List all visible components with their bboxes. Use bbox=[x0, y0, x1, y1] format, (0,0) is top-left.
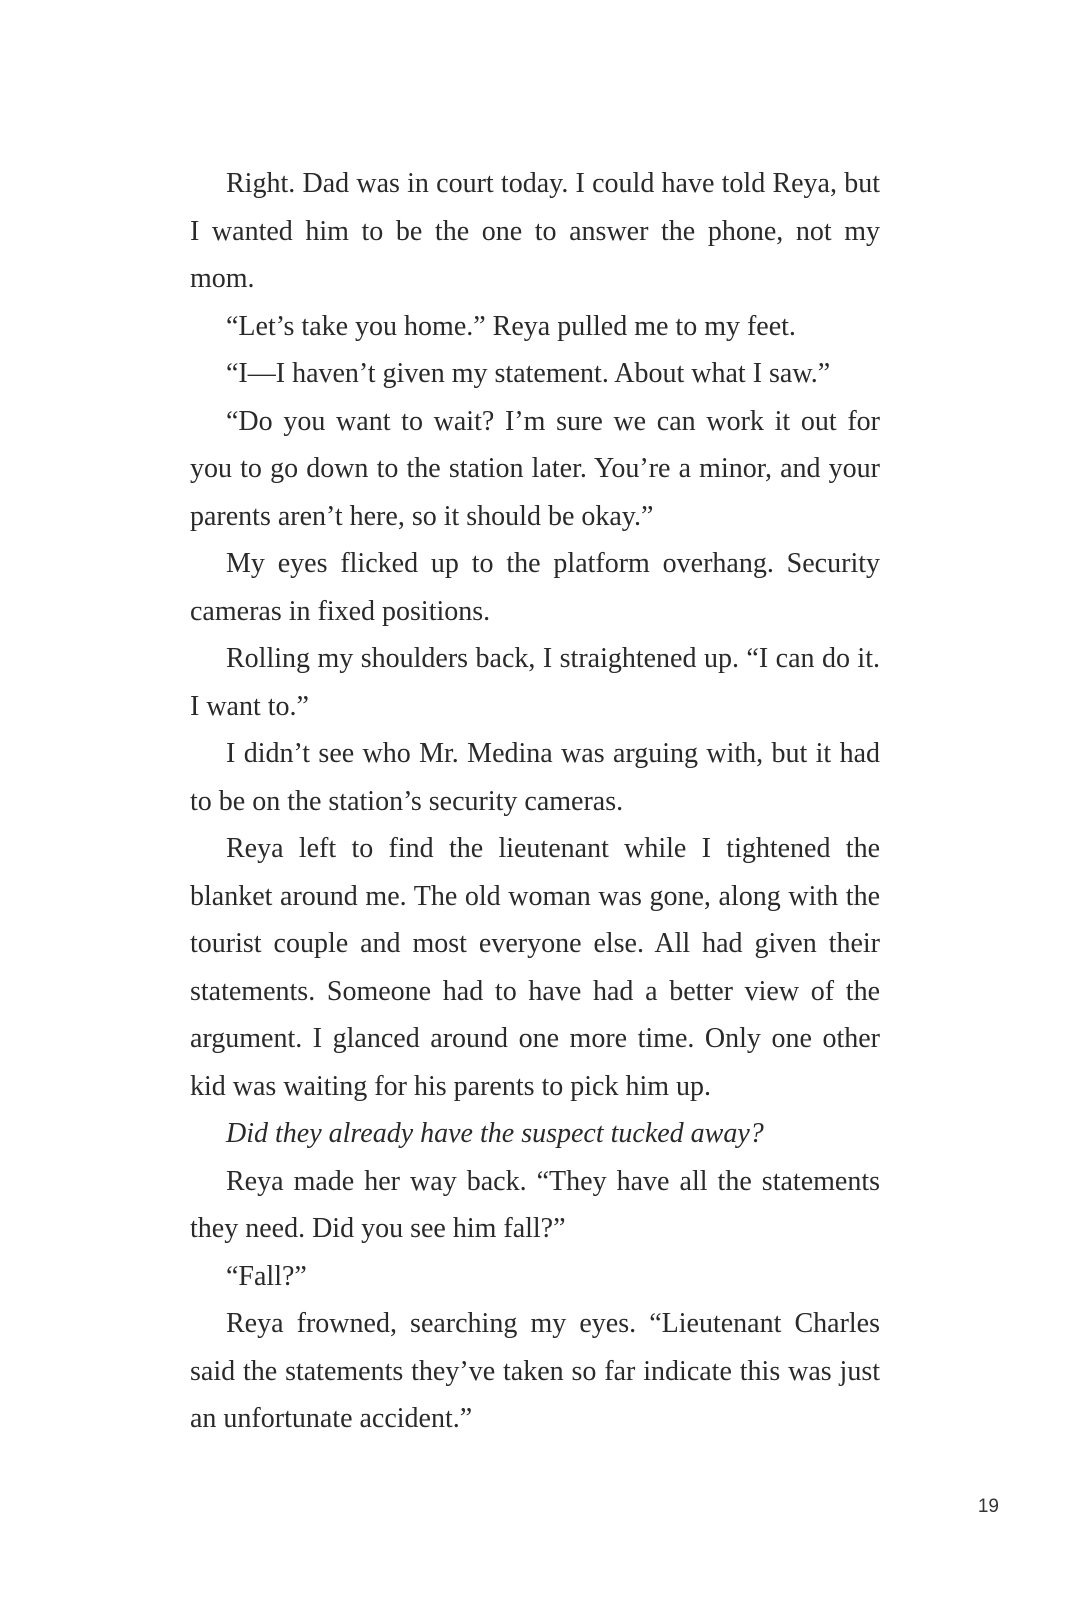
paragraph: “Do you want to wait? I’m sure we can work it out for you to go down to the station later. You’re a minor, and your parents aren’t here, so it should be okay.” bbox=[190, 405, 880, 532]
paragraph: Right. Dad was in court today. I could have told Reya, but I wanted him to be the one to answer the phone, not my mom. bbox=[190, 168, 880, 294]
paragraph: “I—I haven’t given my statement. About what I saw.” bbox=[226, 358, 831, 389]
paragraph: Reya frowned, searching my eyes. “Lieutenant Charles said the statements they’ve taken so far indicate this was just an unfortunate accident.” bbox=[190, 1308, 880, 1434]
body-text bbox=[190, 160, 880, 1443]
paragraph: I didn’t see who Mr. Medina was arguing with, but it had to be on the station’s security cameras. bbox=[190, 738, 880, 817]
paragraph: “Fall?” bbox=[226, 1260, 307, 1292]
italic-paragraph: Did they already have the suspect tucked away? bbox=[226, 1118, 764, 1149]
paragraph: Rolling my shoulders back, I straightened up. “I can do it. I want to.” bbox=[190, 643, 880, 722]
paragraph: Reya made her way back. “They have all the statements they need. Did you see him fall?” bbox=[190, 1165, 880, 1244]
paragraph: “Let’s take you home.” Reya pulled me to my feet. bbox=[226, 310, 796, 342]
page-number: 19 bbox=[977, 1496, 999, 1517]
paragraph: My eyes flicked up to the platform overhang. Security cameras in fixed positions. bbox=[190, 548, 880, 627]
paragraph: Reya left to find the lieutenant while I tightened the blanket around me. The old woman was gone, along with the tourist couple and most everyone else. All had given their statements. Someone had to have had a better view of the argument. I glanced around one more time. Only one other kid was waiting for his parents to pick him up. bbox=[190, 833, 880, 1102]
